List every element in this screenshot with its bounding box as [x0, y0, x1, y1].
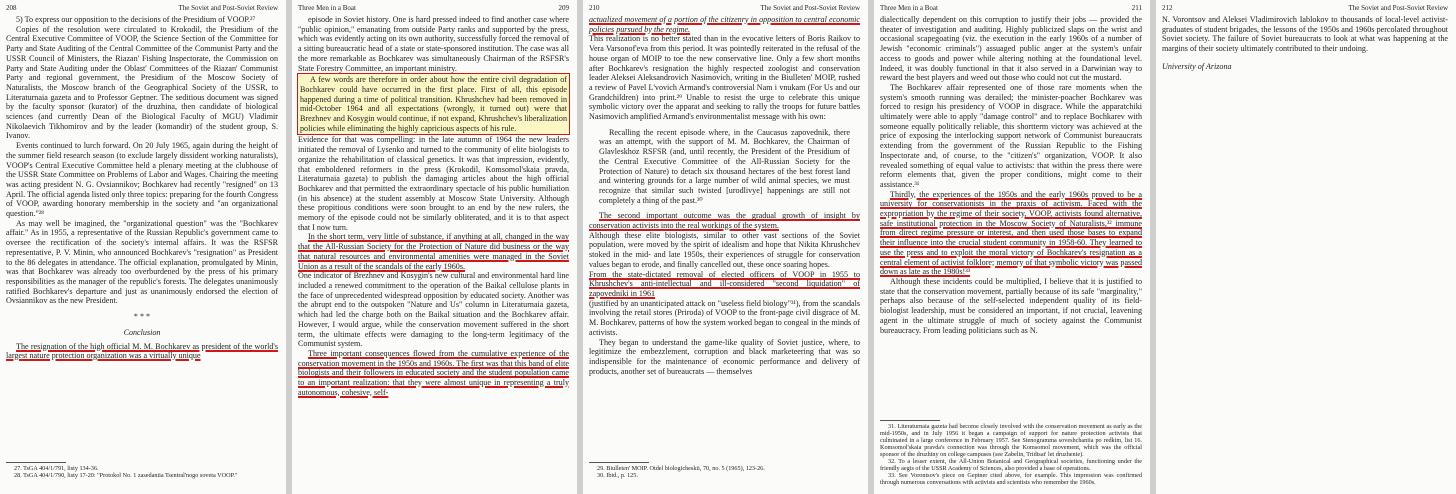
- running-title: The Soviet and Post-Soviet Review: [760, 4, 860, 12]
- footnote: 30. Ibid., p. 125.: [597, 472, 638, 479]
- paragraph: Although these incidents could be multiplied, I believe that it is justified to state that the conservation movement, partially because of its safe "marginality," perhaps also because of the self-selected independent quality of its field-biologist leadership, must be considered an important, if not crucial, leavening agent in the ultimate struggle of much of society against the Communist bureaucracy. From leading politicians such as N.: [880, 276, 1142, 335]
- paragraph: The Bochkarev affair represented one of those rare moments when the system's smooth running was derailed; the minister-poacher Bochkarev was forced to resign his presidency of VOOP in disgrace. While the apparatchiki ultimately were able to apply "damage control" and to replace Bochkarev with someone equally politically reliable, this shortterm victory was achieved at the price of exposing the interlocking support network of Communist bureaucrats extending from the government of the Russian Republic to the Fishing Inspectorate and, of course, to the "citizen's" organization, VOOP. It also revealed something of equal value to activists: that within the press there were reform elements that, given the proper conditions, might come to their assistance.³¹: [880, 82, 1142, 189]
- paragraph: N. Vorontsov and Aleksei Vladimirovich Iablokov to thousands of local-level activist-graduates of student brigades, the lessons of the 1950s and 1960s percolated throughout Soviet society. The failure of Soviet bureaucrats to look at what was happening at the margins of their society ultimately contributed to their undoing.: [1162, 15, 1448, 54]
- page-body: [298, 15, 569, 397]
- page-number: 209: [558, 4, 569, 12]
- running-title: The Soviet and Post-Soviet Review: [178, 4, 278, 12]
- paragraph: Evidence for that was compelling: in the late autumn of 1964 the new leaders initiated the removal of Lysenko and turned to the community of elite biologists to organize the rehabilitation of classical genetics. It was that impression, evidently, that emboldened reformers in the press (Krokodil, Komsomol'skaia pravda, Literaturnaia gazeta) to publish the damaging articles about the high official Bochkarev and that permitted the extraordinary spectacle of his public humiliation (in his absence) at the student assembly at Moscow State University. Although these propitious conditions were soon brought to an end by the new rulers, the memory of the episode could not be similarly obliterated, and it is to that aspect that I now turn.: [298, 135, 569, 232]
- footnote-rule: [6, 462, 66, 463]
- running-title: The Soviet and Post-Soviet Review: [1348, 4, 1448, 12]
- paragraph: Events continued to lurch forward. On 20 July 1965, again during the height of the summer field research season (to exclude largely dissident working naturalists), VOOP's Central Executive Committee held a plenary meeting at the clubhouse of the USSR State Committee on Problems of Labor and Wages. Chairing the meeting was acting president N. G. Ovsiannikov; Bochkarev had recently "resigned" on 13 April. The official agenda listed only three topics: preparing for the fourth Congress of VOOP, awarding honorary membership in the society and "an organizational question."²⁸: [6, 141, 278, 219]
- page-209: [292, 0, 577, 494]
- footnote-rule: [589, 462, 649, 463]
- underlined-passage: actualized movement of a portion of the citizenry in opposition to central economic policies pursued by the regime.: [589, 15, 860, 34]
- page-body: [880, 15, 1142, 335]
- footnotes: [880, 420, 1142, 486]
- footnote-rule: [880, 420, 940, 421]
- paragraph: The resignation of the high official M. M. Bochkarev as president of the world's largest nature protection organization was a virtually unique: [6, 341, 278, 361]
- underlined-passage: Three important consequences flowed from the cumulative experience of the conservation movement in the 1950s and 1960s. The first was that this band of elite biologists and their followers in educated society and the student population came to an important realization: that they were almost unique in representing a truly autonomous, cohesive, self-: [298, 348, 569, 397]
- footnote: 31. Literaturnaia gazeta had become closely involved with the conservation movement as early as the mid-1950s, and in July 1956 it began a campaign of support for nature protection activists that culminated in a large conference in February 1957. See Stenogramma soveshchaniia po redkim, list 16. Komsomol'skaia pravda's connection was through the Komsomol movement, which was the official sponsor of the druzhiny on college campuses (see Zabelin, Tridtsat' let druzhenie).: [880, 423, 1142, 458]
- underlined-passage: From the state-dictated removal of elected officers of VOOP in 1955 to Khrushchev's anti-intellectual and ill-considered "second liquidation" of zapovedniki in 1961: [589, 269, 860, 298]
- underlined-passage: In the short term, very little of substance, if anything at all, changed in the way that the All-Russian Society for the Protection of Nature did business or the way that natural resources and environmental amenities were managed in the Soviet Union as a result of the scandals of the early 1960s.: [298, 232, 569, 271]
- affiliation: University of Arizona: [1162, 61, 1232, 71]
- page-number: 210: [589, 4, 600, 12]
- paragraph: dialectically dependent on this corruption to justify their jobs — provided the theater of investigation and auditing. Highly publicized slaps on the wrist and occasional scapegoating (viz. the execution in the early 1960s of a number of Jewish "economic criminals") assuaged public anger at the system's unfair access to goods and power while altering nothing at the foundational level. Indeed, it was doubly functional in that it also served in a Darwinian way to reward the best players and weed out those who could not cut the mustard.: [880, 15, 1142, 83]
- footnote: 27. TsGA 404/1/791, listy 134-36.: [14, 465, 99, 472]
- footnote: 33. See Vorontsov's piece on Geptner cited above, for example. This impression was confirmed through numerous conversations with activists and scientists who remember the 1960s.: [880, 472, 1142, 486]
- footnotes: [589, 462, 860, 479]
- page-number: 211: [1131, 4, 1142, 12]
- footnote: 29. Biulleten' MOIP. Otdel biologicheskii, 70, no. 5 (1965), 123-26.: [597, 465, 765, 472]
- page-210: [583, 0, 868, 494]
- paragraph: (justified by an unanticipated attack on "useless field biology"³¹), from the scandals involving the retail stores (Priroda) of VOOP to the front-page civil disgrace of M. M. Bochkarev, patterns of how the system worked began to congeal in the minds of activists.: [589, 298, 860, 337]
- block-quote: Recalling the recent episode where, in the Caucasus zapovednik, there was an attempt, with the support of M. M. Bochkarev, the Chairman of Glavleskhoz RSFSR (and, until recently, the President of the Presidium of the Central Executive Committee of the All-Russian Society for the Protection of Nature) to detach six thousand hectares of the best forest land and wintering grounds for a large number of wild animal species, we must recognize that similar such twisted [urodlivye] happenings are still not completely a thing of the past.³⁰: [599, 127, 850, 205]
- paragraph: This realization is no better stated than in the evocative letters of Boris Raikov to Vera Varsonof'eva from this period. It was pointedly reiterated in the refusal of the house organ of MOIP to toe the new conservative line. Only a few short months after Bochkarev's resignation the highly respected zoologist and conservation leader Aleksei Aleksandrovich Nasimovich, writing in the Biulleten' MOIP, rushed a review of Pavel L'vovich Armand's controversial Nam i vnukam (For Us and our Grandchildren) into print.²⁹ Unable to resist the urge to celebrate this unique symbolic victory over the apparat and seeking to rally the troops for future battles Nasimovich amplified Armand's environmentalist message with his own:: [589, 34, 860, 122]
- footnotes: [6, 462, 278, 479]
- running-title: Three Men in a Boat: [880, 4, 938, 12]
- paragraph: Copies of the resolution were circulated to Krokodil, the Presidium of the Central Executive Committee of VOOP, the Science Section of the Committee for Party and State Auditing of the Central Committee of the Communist Party and the USSR Council of Ministers, the Riazan' Fishing Inspectorate, the Commission on Party and State Auditing under the Oblast' Committees of the Riazan' Communist Party and regional government, the Presidium of the Moscow Society of Naturalists, the Moscow branch of the Geographical Society of the USSR, to Literaturnaia gazeta and to Professor Geptner. The seditious document was signed by the faculty sponsor (kurator) of the druzhina, then candidate of biological sciences (and currently Dean of the Biological Faculty of MGU) Vladimir Nikolaevich Tikhomirov and by the leader (komandir) of the student group, S. Ivanov.: [6, 24, 278, 141]
- footnote: 28. TsGA 404/1/790, listy 17-20: "Protokol No. 1 zasedaniia Tsentral'nogo soveta VOOP.": [14, 472, 238, 479]
- page-208: [0, 0, 286, 494]
- page-number: 212: [1162, 4, 1173, 12]
- paragraph: Although these elite biologists, similar to other vast sections of the Soviet population, were moved by the spirit of idealism and hope that Nikita Khrushchev stoked in the mid- and late 1950s, their experiences of struggle for conservation values began to erode, and finally cancelled out, these once soaring hopes.: [589, 230, 860, 269]
- paragraph: As may well be imagined, the "organizational question" was the "Bochkarev affair." As in 1955, a representative of the Russian Republic's government came to oversee the rectification of the society's internal affairs. It was the RSFSR representative, P. V. Minin, who announced Bochkarev's "resignation" as President to the 86 delegates in attendance. The official explanation, promulgated by Minin, was that Bochkarev was already too overburdened by the press of his primary responsibilities as the manager of the republic's forests. The delegates unanimously ratified Bochkarev's departure and just as unanimously endorsed the election of Ovsiannikov as the new President.: [6, 218, 278, 306]
- page-body: [589, 15, 860, 376]
- paragraph: A few words are therefore in order about how the entire civil degradation of Bochkarev could have occurred in the first place. First of all, this episode happened during a time of political transition. Khrushchev had been removed in mid-October 1964 and all expectations (wrongly, it turned out) were that Brezhnev and Kosygin would continue, if not expand, Khrushchev's liberalization policies while eliminating the highly capricious aspects of his rule.: [300, 75, 567, 133]
- page-212: [1156, 0, 1456, 494]
- page-number: 208: [6, 4, 17, 12]
- paragraph: episode in Soviet history. One is hard pressed indeed to find another case where "public opinion," emanating from outside Party ranks and supported by the press, which was evidently acting on its own authority, successfully forced the removal of a sitting bureaucratic head of a state or state-sponsored institution. The case was all the more remarkable as Bochkarev was simultaneously Chairman of the RSFSR's State Forestry Committee, an important ministry.: [298, 15, 569, 73]
- page-211: [874, 0, 1150, 494]
- section-break: * * *: [133, 312, 151, 322]
- underlined-passage: Thirdly, the experiences of the 1950s and the early 1960s proved to be a university for conservationists in the praxis of activism. Faced with the expropriation by the regime of their society, VOOP, activists found alternative, safe institutional protection in the Moscow Society of Naturalists,³² immune from direct regime pressure or interest, and then used those bases to expand their influence into the crucial student community in 1958-60. They learned to use the press and to exploit the moral victory of Bochkarev's resignation as a central element of activist folklore; memory of that symbolic victory was passed down as late as the 1980s!³³: [880, 189, 1142, 277]
- section-heading: Conclusion: [123, 327, 161, 337]
- page-body: [6, 15, 278, 361]
- underlined-passage: The second important outcome was the gradual growth of insight by conservation activists into the real workings of the system.: [589, 211, 860, 231]
- footnote: 32. To a lesser extent, the All-Union Botanical and Geographical societies, functioning under the friendly aegis of the USSR Academy of Sciences, also provided a base of operations.: [880, 458, 1142, 472]
- running-title: Three Men in a Boat: [298, 4, 356, 12]
- highlighted-passage: [298, 74, 569, 134]
- paragraph: 5) To express our opposition to the decisions of the Presidium of VOOP.²⁷: [16, 15, 256, 24]
- paragraph: They began to understand the game-like quality of Soviet justice, where, to legitimize the embezzlement, corruption and black marketeering that was so indispensible for the maintenance of economic performance and delivery of products, another set of bureaucrats — themselves: [589, 337, 860, 376]
- page-body: [1162, 15, 1448, 72]
- paragraph: One indicator of Brezhnev and Kosygin's new cultural and environmental hard line included a renewed commitment to the operation of the Baikal cellulose plants in the face of unprecedented widespread opposition by educated society. Another was the abrupt end to the outspoken "Nature and Us" column in Literaturnaia gazeta, which had led the charge both on the Baikal situation and the Bochkarev affair. However, I would argue, while the conservation movement suffered in the short term, the ultimate effects were damaging to the long-term legitimacy of the Communist system.: [298, 271, 569, 349]
